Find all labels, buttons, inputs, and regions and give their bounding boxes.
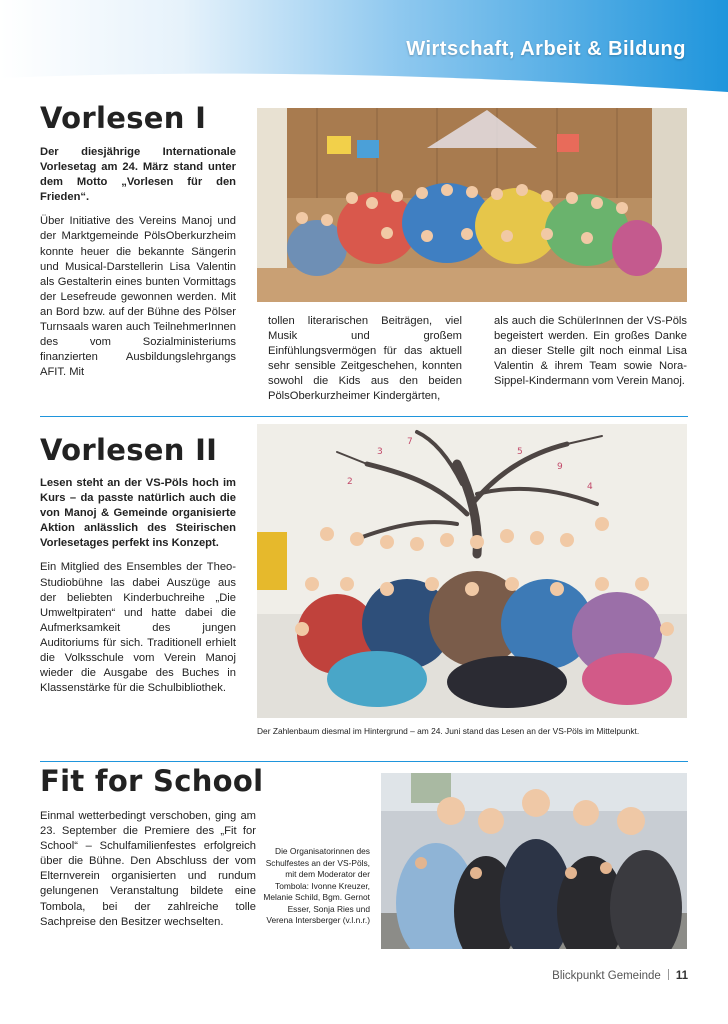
header-banner: [0, 0, 728, 92]
article1-column3: als auch die SchülerInnen der VS-Pöls begeistert werden. Ein großes Danke an dieser Stelle gilt noch einmal Lisa Valentin & ihrem Team sowie Nora-Sippel-Kindermann vom Verein Manoj.: [494, 315, 687, 388]
svg-text:7: 7: [407, 437, 413, 447]
organisers-photo: [381, 773, 687, 949]
article3-title: Fit for School: [40, 764, 264, 798]
svg-text:5: 5: [517, 447, 523, 457]
article1-column1: [40, 145, 236, 389]
section-title: Wirtschaft, Arbeit & Bildung: [406, 38, 686, 60]
article1-body-col1: Über Initiative des Vereins Manoj und der Marktgemeinde PölsOberkurzheim konnte heuer die bekannte Sängerin und Musical-Darstellerin Lisa Valentin als Gestalterin eines bunten Vormittags der Lesefreude gewonnen werden. Mit an Bord bzw. auf der Bühne des Pölser Turnsaals waren auch TeilnehmerInnen des vom Sozialministeriums finanzierten Ausbildungslehrgangs AFIT. Mit: [40, 215, 236, 379]
page-footer: [552, 969, 688, 982]
article2-title: Vorlesen II: [40, 433, 218, 467]
publication-name: Blickpunkt Gemeinde: [552, 970, 661, 982]
article1-lead: Der diesjährige Internationale Vorlesetag am 24. März stand unter dem Motto „Vorlesen für den Frieden“.: [40, 146, 236, 204]
group-photo-gym: [257, 108, 687, 302]
svg-text:9: 9: [557, 462, 563, 472]
article2-caption: Der Zahlenbaum diesmal im Hintergrund – am 24. Juni stand das Lesen an der VS-Pöls im Mittelpunkt.: [257, 726, 640, 736]
article2-photo-class: [257, 424, 687, 718]
article1-photo-group: [257, 108, 687, 302]
page-number: 11: [675, 970, 688, 982]
article3-photo-organisers: [381, 773, 687, 949]
article1-title: Vorlesen I: [40, 101, 207, 135]
article3-body: Einmal wetterbedingt verschoben, ging am 23. September die Premiere des „Fit for School“ – Schulfamilienfestes erfolgreich über die Bühne. Den Abschluss der vom Elternverein organisierten und rundum gelungenen Veranstaltung bildete eine Tombola, bei der zahlreiche tolle Sachpreise den Besitzer wechselten.: [40, 810, 256, 928]
article1-column2: tollen literarischen Beiträgen, viel Musik und großem Einfühlungsvermögen für das aktuell sehr sensible Zeitgeschehen, konnten sowohl die Kids aus den beiden PölsOberkurzheimer Kindergärten,: [268, 315, 462, 403]
article2-lead: Lesen steht an der VS-Pöls hoch im Kurs – da passte natürlich auch die von Manoj & Gemeinde organisierte Aktion anlässlich des Steirischen Vorlesetages perfekt ins Konzept.: [40, 477, 236, 550]
svg-text:2: 2: [347, 477, 353, 487]
article3-caption: Die Organisatorinnen des Schulfestes an der VS-Pöls, mit dem Moderator der Tombola: Ivonne Kreuzer, Melanie Schild, Bgm. Gernot Esser, Sonja Ries und Verena Intersberger (v.l.n.r.): [263, 846, 370, 925]
section-divider-1: [40, 416, 688, 417]
article2-column: [40, 476, 236, 705]
class-photo-number-tree: [257, 424, 687, 718]
article2-body: Ein Mitglied des Ensembles der Theo-Studiobühne las dabei Auszüge aus der beliebten Kinderbuchreihe „Die Umweltpiraten“ und hatte dabei die Aufmerksamkeit des jungen Auditoriums für sich. Traditionell erhielt die Volksschule vom Verein Manoj wieder die Ausgabe des Buches in Klassenstärke für die Schulbibliothek.: [40, 561, 236, 695]
svg-text:3: 3: [377, 447, 383, 457]
footer-separator: [668, 969, 669, 980]
svg-text:4: 4: [587, 482, 593, 492]
section-divider-2: [40, 761, 688, 762]
